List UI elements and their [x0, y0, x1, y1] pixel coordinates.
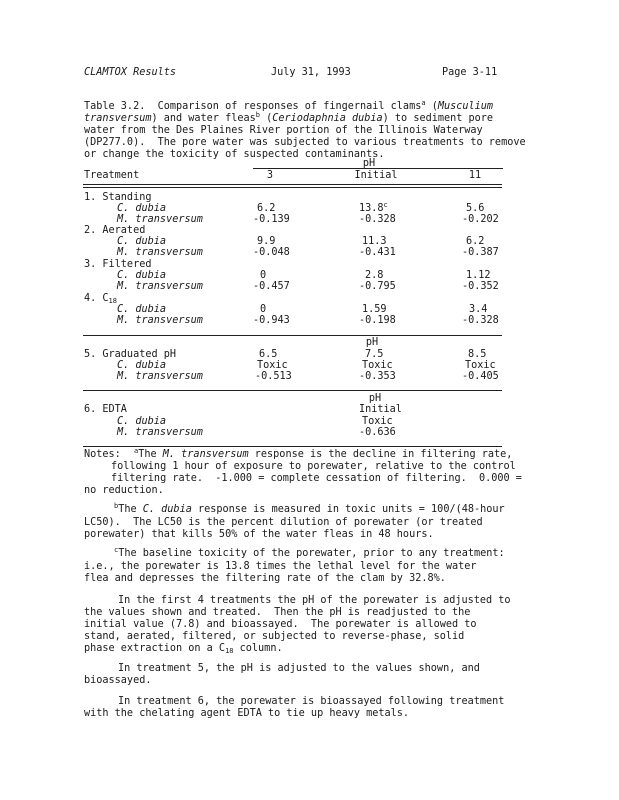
- treatment-edta-title: 6. EDTA: [84, 404, 127, 415]
- table-cell: Toxic: [465, 360, 496, 371]
- note-f-line-2: with the chelating agent EDTA to tie up heavy metals.: [84, 708, 410, 719]
- table-cell: Toxic: [362, 360, 393, 371]
- notes-label: Notes:: [84, 449, 121, 460]
- treatment-filtered-title: 3. Filtered: [84, 259, 152, 270]
- table-cell: 11.3: [362, 236, 387, 247]
- note-d-line-2: the values shown and treated. Then the pH is readjusted to the: [84, 607, 471, 618]
- species-label: C. dubia: [117, 203, 167, 214]
- edta-ph-label: pH: [368, 393, 382, 404]
- column-header-ph-11: 11: [468, 170, 482, 181]
- species-label: C. dubia: [117, 304, 167, 315]
- table-cell: -0.636: [359, 427, 396, 438]
- note-d-line-4: stand, aerated, filtered, or subjected to reverse-phase, solid: [84, 631, 465, 642]
- table-cell: -0.328: [359, 214, 396, 225]
- species-label: C. dubia: [117, 270, 167, 281]
- table-cell: 0: [260, 304, 267, 315]
- species-label: M. transversum: [117, 315, 203, 326]
- column-header-ph-3: 3: [266, 170, 274, 181]
- table-cell: 1.59: [362, 304, 387, 315]
- note-b-line-1: $^b$The C. dubia response is measured in toxic units = 100/(48-hour: [114, 502, 505, 515]
- table-cell: -0.139: [253, 214, 290, 225]
- table-cell: 3.4: [469, 304, 488, 315]
- species-label: C. dubia: [117, 416, 167, 427]
- table-cell: -0.795: [359, 281, 396, 292]
- species-label: M. transversum: [117, 427, 203, 438]
- table-cell: 6.2: [466, 236, 485, 247]
- species-label: M. transversum: [117, 247, 203, 258]
- table-cell: -0.202: [462, 214, 499, 225]
- treatment-standing-title: 1. Standing: [84, 192, 152, 203]
- note-b-line-3: porewater) that kills 50% of the water fleas in 48 hours.: [84, 529, 434, 540]
- treatment-c18-title: 4. $C_{18}$: [84, 293, 117, 305]
- caption-line-5: or change the toxicity of suspected contaminants.: [84, 149, 385, 160]
- table-cell: -0.387: [462, 247, 499, 258]
- graduated-ph-value: 7.5: [365, 349, 384, 360]
- caption-line-1: Table 3.2. Comparison of responses of fingernail clams$^a$ (Musculium: [84, 99, 494, 112]
- note-d-line-1: In the first 4 treatments the pH of the porewater is adjusted to: [118, 595, 511, 606]
- graduated-ph-value: 8.5: [468, 349, 487, 360]
- header-bottom-rule: [83, 184, 502, 185]
- note-c-line-1: $^c$The baseline toxicity of the porewater, prior to any treatment:: [114, 546, 505, 559]
- note-c-line-3: flea and depresses the filtering rate of the clam by 32.8%.: [84, 573, 446, 584]
- caption-line-4: (DP277.0). The pore water was subjected to various treatments to remove: [84, 137, 526, 148]
- header-page-number: Page 3-11: [442, 67, 498, 78]
- header-bottom-rule-double: [83, 187, 502, 188]
- graduated-ph-label: pH: [365, 337, 379, 348]
- table-cell: -0.943: [253, 315, 290, 326]
- table-cell: 5.6: [466, 203, 485, 214]
- table-cell: -0.457: [253, 281, 290, 292]
- species-label: C. dubia: [117, 360, 167, 371]
- note-e-line-1: In treatment 5, the pH is adjusted to the values shown, and: [118, 663, 480, 674]
- species-label: M. transversum: [117, 281, 203, 292]
- ph-header-rule: [253, 168, 503, 169]
- species-label: C. dubia: [117, 236, 167, 247]
- table-cell: -0.198: [359, 315, 396, 326]
- table-cell: 6.2: [257, 203, 276, 214]
- table-cell: -0.405: [462, 371, 499, 382]
- table-cell: 1.12: [466, 270, 491, 281]
- caption-line-3: water from the Des Plaines River portion of the Illinois Waterway: [84, 125, 483, 136]
- note-b-line-2: LC50). The LC50 is the percent dilution of porewater (or treated: [84, 517, 483, 528]
- treatment-aerated-title: 2. Aerated: [84, 225, 146, 236]
- table-cell: -0.431: [359, 247, 396, 258]
- table-cell: -0.353: [359, 371, 396, 382]
- note-d-line-5: phase extraction on a $C_{18}$ column.: [84, 643, 283, 655]
- table-cell: -0.513: [255, 371, 292, 382]
- note-a-line-3: filtering rate. -1.000 = complete cessation of filtering. 0.000 =: [111, 473, 522, 484]
- table-cell: Toxic: [257, 360, 288, 371]
- column-header-ph-initial: Initial: [354, 170, 398, 181]
- note-c-line-2: i.e., the porewater is 13.8 times the lethal level for the water: [84, 561, 477, 572]
- header-date: July 31, 1993: [271, 67, 351, 78]
- note-a-line-1: $^a$The M. transversum response is the decline in filtering rate,: [134, 447, 513, 460]
- header-left: CLAMTOX Results: [84, 67, 177, 78]
- note-d-line-3: initial value (7.8) and bioassayed. The porewater is allowed to: [84, 619, 477, 630]
- note-a-line-2: following 1 hour of exposure to porewater, relative to the control: [111, 461, 516, 472]
- graduated-ph-value: 6.5: [259, 349, 278, 360]
- table-cell: Toxic: [362, 416, 393, 427]
- note-e-line-2: bioassayed.: [84, 675, 152, 686]
- species-label: M. transversum: [117, 371, 203, 382]
- section-rule-1: [83, 335, 502, 336]
- species-label: M. transversum: [117, 214, 203, 225]
- table-cell: -0.352: [462, 281, 499, 292]
- table-cell: 9.9: [257, 236, 276, 247]
- note-f-line-1: In treatment 6, the porewater is bioassayed following treatment: [118, 696, 505, 707]
- table-cell: 0: [260, 270, 267, 281]
- table-cell: -0.048: [253, 247, 290, 258]
- table-cell: -0.328: [462, 315, 499, 326]
- ph-column-group-label: pH: [362, 158, 376, 169]
- table-cell: 13.8$^c$: [359, 201, 388, 214]
- edta-initial-label: Initial: [359, 404, 402, 415]
- treatment-column-header: Treatment: [84, 170, 140, 181]
- table-cell: 2.8: [365, 270, 384, 281]
- caption-line-2: transversum) and water fleas$^b$ (Ceriodaphnia dubia) to sediment pore: [84, 111, 494, 124]
- treatment-graduated-ph-title: 5. Graduated pH: [84, 349, 177, 360]
- section-rule-2: [83, 390, 502, 391]
- note-a-line-4: no reduction.: [84, 485, 164, 496]
- table-bottom-rule: [83, 446, 502, 447]
